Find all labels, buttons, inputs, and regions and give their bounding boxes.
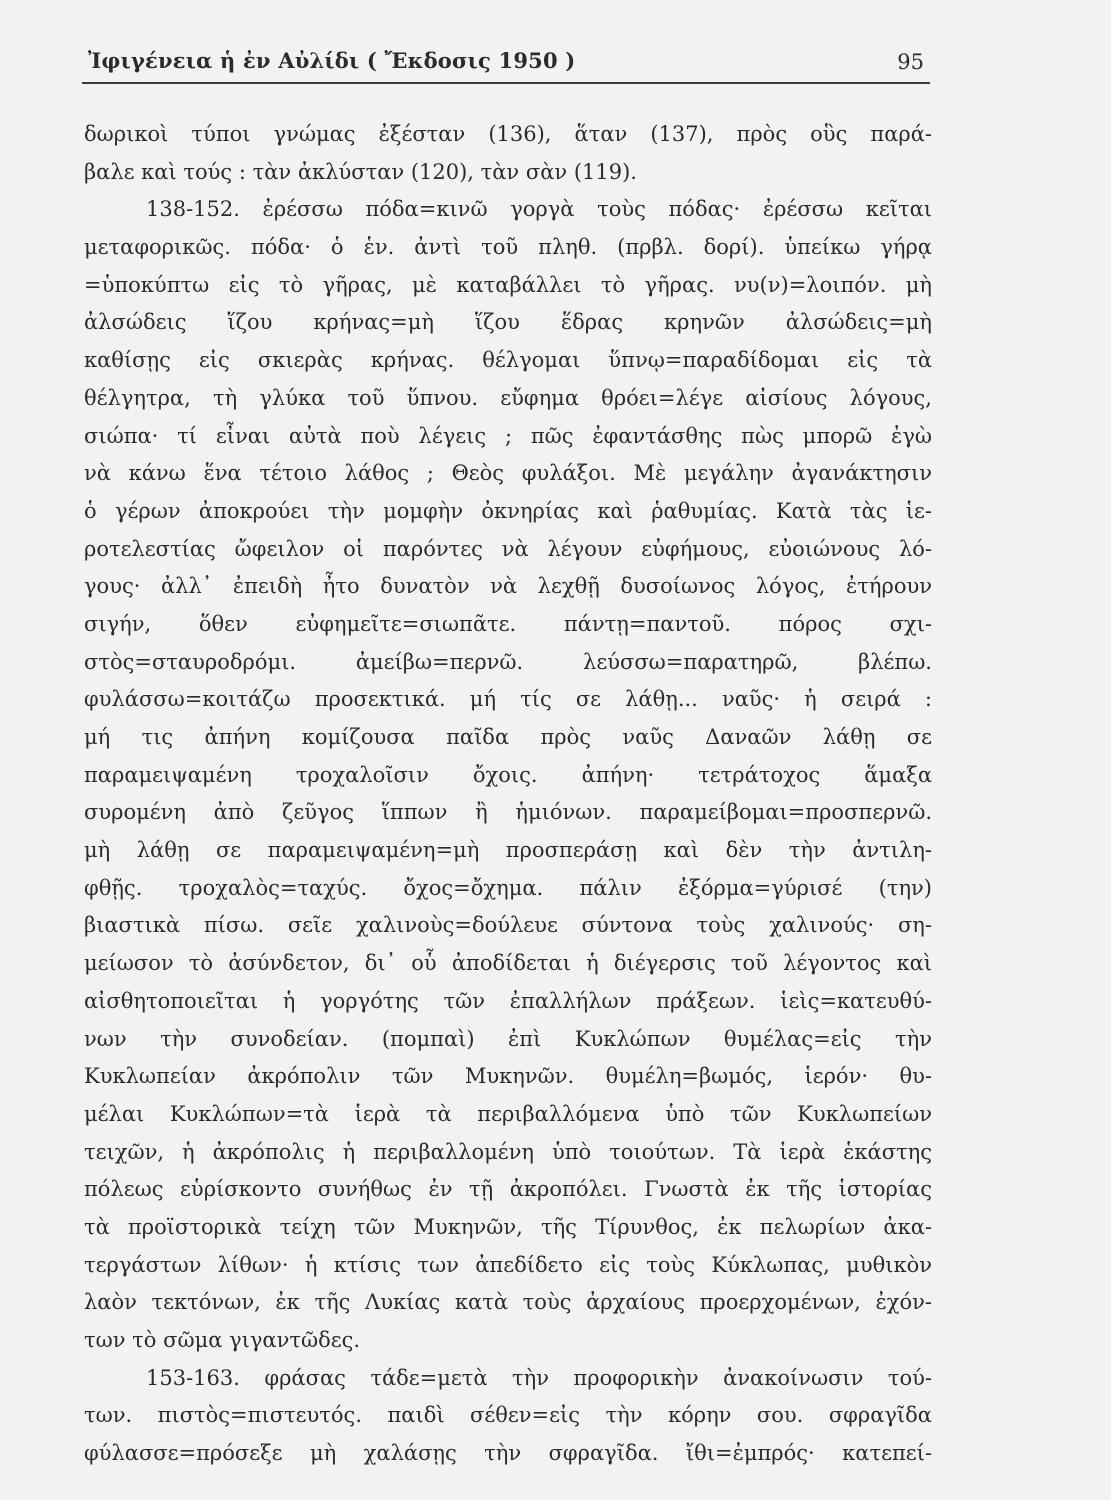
text-line: τειχῶν, ἡ ἀκρόπολις ἡ περιβαλλομένη ὑπὸ τοιούτων. Τὰ ἱερὰ ἑκάστης xyxy=(84,1139,932,1164)
text-line: σιώπα· τί εἶναι αὐτὰ ποὺ λέγεις ; πῶς ἐφαντάσθης πὼς μπορῶ ἐγὼ xyxy=(84,423,932,448)
text-line: μέλαι Κυκλώπων=τὰ ἱερὰ τὰ περιβαλλόμενα ὑπὸ τῶν Κυκλωπείων xyxy=(84,1101,932,1126)
text-line: =ὑποκύπτω εἰς τὸ γῆρας, μὲ καταβάλλει τὸ γῆρας. νυ(ν)=λοιπόν. μὴ xyxy=(84,272,932,297)
commentary-body xyxy=(84,116,932,1473)
text-line: νὰ κάνω ἕνα τέτοιο λάθος ; Θεὸς φυλάξοι. Μὲ μεγάλην ἀγανάκτησιν xyxy=(84,461,932,486)
text-line: γους· ἀλλ᾽ ἐπειδὴ ἦτο δυνατὸν νὰ λεχθῇ δυσοίωνος λόγος, ἐτήρουν xyxy=(84,574,932,599)
text-line: θέλγητρα, τὴ γλύκα τοῦ ὕπνου. εὔφημα θρόει=λέγε αἰσίους λόγους, xyxy=(84,385,932,410)
text-line: νων τὴν συνοδείαν. (πομπαὶ) ἐπὶ Κυκλώπων θυμέλας=εἰς τὴν xyxy=(84,1026,932,1051)
text-line: ὁ γέρων ἀποκρούει τὴν μομφὴν ὀκνηρίας καὶ ῥαθυμίας. Κατὰ τὰς ἱε- xyxy=(84,498,932,523)
text-line: λαὸν τεκτόνων, ἐκ τῆς Λυκίας κατὰ τοὺς ἀρχαίους προερχομένων, ἐχόν- xyxy=(84,1290,932,1315)
text-line: παραμειψαμένη τροχαλοῖσιν ὄχοις. ἀπήνη· τετράτοχος ἅμαξα xyxy=(84,762,932,787)
text-line: 138-152. ἐρέσσω πόδα=κινῶ γοργὰ τοὺς πόδας· ἐρέσσω κεῖται xyxy=(146,197,932,222)
text-line: βιαστικὰ πίσω. σεῖε χαλινοὺς=δούλευε σύντονα τοὺς χαλινούς· ση- xyxy=(84,913,932,938)
text-line: τεργάστων λίθων· ἡ κτίσις των ἀπεδίδετο εἰς τοὺς Κύκλωπας, μυθικὸν xyxy=(84,1252,932,1277)
text-line: βαλε καὶ τούς : τὰν ἀκλύσταν (120), τὰν σὰν (119). xyxy=(84,159,637,184)
text-line: φυλάσσω=κοιτάζω προσεκτικά. μή τίς σε λάθῃ... ναῦς· ἡ σειρά : xyxy=(84,687,932,712)
text-line: δωρικοὶ τύποι γνώμας ἐξέσταν (136), ἅταν (137), πρὸς οὓς παρά- xyxy=(84,122,932,146)
text-line: των. πιστὸς=πιστευτός. παιδὶ σέθεν=εἰς τὴν κόρην σου. σφραγῖδα xyxy=(84,1403,932,1428)
text-line: ἀλσώδεις ἵζου κρήνας=μὴ ἵζου ἕδρας κρηνῶν ἀλσώδεις=μὴ xyxy=(84,310,932,335)
page-number: 95 xyxy=(897,50,924,74)
text-line: φθῇς. τροχαλὸς=ταχύς. ὄχος=ὄχημα. πάλιν ἐξόρμα=γύρισέ (την) xyxy=(84,875,932,900)
running-header xyxy=(82,42,930,84)
text-line: τὰ προϊστορικὰ τείχη τῶν Μυκηνῶν, τῆς Τίρυνθος, ἐκ πελωρίων ἀκα- xyxy=(84,1214,932,1239)
text-line: σιγήν, ὅθεν εὐφημεῖτε=σιωπᾶτε. πάντῃ=παντοῦ. πόρος σχι- xyxy=(84,611,932,636)
text-line: στὸς=σταυροδρόμι. ἀμείβω=περνῶ. λεύσσω=παρατηρῶ, βλέπω. xyxy=(84,649,932,674)
text-line: μεταφορικῶς. πόδα· ὁ ἑν. ἀντὶ τοῦ πληθ. (πρβλ. δορί). ὑπείκω γήρᾳ xyxy=(84,235,932,260)
text-line: 153-163. φράσας τάδε=μετὰ τὴν προφορικὴν ἀνακοίνωσιν τού- xyxy=(146,1365,932,1390)
text-line: αἰσθητοποιεῖται ἡ γοργότης τῶν ἐπαλλήλων πράξεων. ἱεὶς=κατευθύ- xyxy=(84,988,932,1013)
text-line: Κυκλωπείαν ἀκρόπολιν τῶν Μυκηνῶν. θυμέλη=βωμός, ἱερόν· θυ- xyxy=(84,1064,932,1089)
text-line: πόλεως εὑρίσκοντο συνήθως ἐν τῇ ἀκροπόλει. Γνωστὰ ἐκ τῆς ἱστορίας xyxy=(84,1177,932,1202)
text-line: καθίσῃς εἰς σκιερὰς κρήνας. θέλγομαι ὕπνῳ=παραδίδομαι εἰς τὰ xyxy=(84,348,932,373)
text-line: των τὸ σῶμα γιγαντῶδες. xyxy=(84,1328,361,1352)
text-line: συρομένη ἀπὸ ζεῦγος ἵππων ἢ ἡμιόνων. παραμείβομαι=προσπερνῶ. xyxy=(84,800,932,825)
text-line: ροτελεστίας ὤφειλον οἱ παρόντες νὰ λέγουν εὐφήμους, εὐοιώνους λό- xyxy=(84,536,932,561)
text-line: φύλασσε=πρόσεξε μὴ χαλάσῃς τὴν σφραγῖδα. ἴθι=ἐμπρός· κατεπεί- xyxy=(84,1441,932,1466)
text-line: μή τις ἀπήνη κομίζουσα παῖδα πρὸς ναῦς Δαναῶν λάθῃ σε xyxy=(84,725,932,749)
text-line: μὴ λάθῃ σε παραμειψαμένη=μὴ προσπεράσῃ καὶ δὲν τὴν ἀντιλη- xyxy=(84,838,932,863)
header-title: Ἰφιγένεια ἡ ἐν Αὐλίδι ( Ἔκδοσις 1950 ) xyxy=(88,48,576,73)
text-line: μείωσον τὸ ἀσύνδετον, δι᾽ οὗ ἀποδίδεται ἡ διέγερσις τοῦ λέγοντος καὶ xyxy=(84,951,932,976)
